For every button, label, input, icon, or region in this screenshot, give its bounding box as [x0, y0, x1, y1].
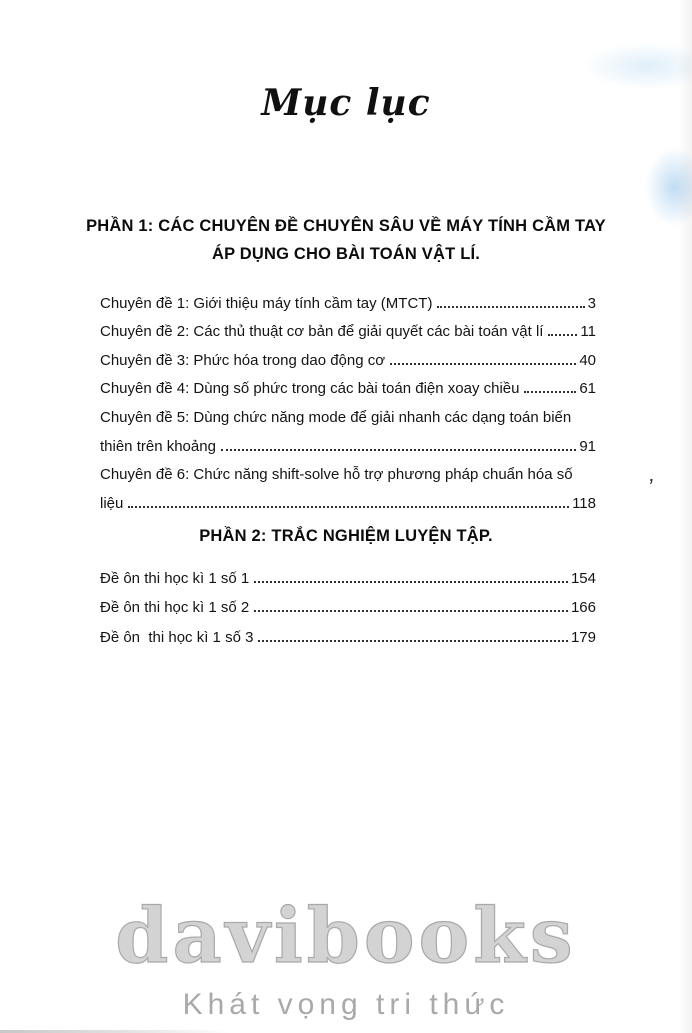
- toc-entry-line2: [100, 483, 596, 512]
- part2-heading: PHẦN 2: TRẮC NGHIỆM LUYỆN TẬP.: [199, 527, 493, 545]
- watermark-brand: davibooks: [115, 891, 577, 980]
- leader-dots: [390, 363, 576, 365]
- page-number: 166: [570, 599, 596, 617]
- entry-label: Đề ôn thi học kì 1 số 1: [100, 570, 250, 588]
- part1-toc: [100, 283, 596, 512]
- entry-label: Chuyên đề 2: Các thủ thuật cơ bản để giải quyết các bài toán vật lí: [100, 323, 544, 341]
- toc-entry: [100, 340, 596, 369]
- toc-entry: [100, 369, 596, 398]
- stray-mark: ’: [646, 473, 655, 500]
- page-number: 61: [579, 380, 596, 398]
- toc-entry: [100, 558, 596, 587]
- part1-heading-line1: PHẦN 1: CÁC CHUYÊN ĐỀ CHUYÊN SÂU VỀ MÁY TÍNH CẦM TAY: [86, 217, 606, 235]
- part1-heading-line2: ÁP DỤNG CHO BÀI TOÁN VẬT LÍ.: [211, 245, 481, 263]
- entry-label: Đề ôn thi học kì 1 số 2: [100, 599, 250, 617]
- leader-dots: [258, 640, 568, 642]
- leader-dots: [254, 581, 568, 583]
- page-number: 154: [570, 570, 596, 588]
- toc-entry-line2: [100, 426, 596, 455]
- entry-label: Chuyên đề 4: Dùng số phức trong các bài toán điện xoay chiều: [100, 380, 520, 398]
- toc-entry: [100, 587, 596, 616]
- page-number: 179: [570, 628, 596, 646]
- entry-label: Chuyên đề 5: Dùng chức năng mode để giải nhanh các dạng toán biến: [100, 408, 572, 426]
- page-edge-shadow: [678, 0, 692, 1033]
- entry-label: Chuyên đề 6: Chức năng shift-solve hỗ trợ phương pháp chuẩn hóa số: [100, 466, 573, 484]
- entry-label-continued: liệu: [100, 494, 124, 512]
- leader-dots: [548, 334, 577, 336]
- leader-dots: [254, 610, 568, 612]
- leader-dots: [524, 391, 576, 393]
- page-title: Mục lục: [261, 82, 431, 124]
- leader-dots: [128, 506, 569, 508]
- page-number: 3: [587, 294, 596, 312]
- entry-label-continued: thiên trên khoảng: [100, 437, 216, 455]
- page-number: 91: [579, 437, 596, 455]
- leader-dots: [437, 306, 584, 308]
- watermark-tagline: Khát vọng tri thức: [182, 988, 510, 1021]
- toc-entry: [100, 312, 596, 341]
- page-number: 40: [579, 351, 596, 369]
- toc-entry: [100, 616, 596, 645]
- leader-dots: [221, 449, 576, 451]
- part1-heading: [50, 212, 642, 268]
- entry-label: Chuyên đề 3: Phức hóa trong dao động cơ: [100, 351, 386, 369]
- part2-toc: [100, 558, 596, 646]
- entry-label: Đề ôn thi học kì 1 số 3: [100, 628, 254, 646]
- ink-smudge-top: [582, 42, 692, 90]
- page-number: 11: [580, 323, 596, 341]
- entry-label: Chuyên đề 1: Giới thiệu máy tính cầm tay (MTCT): [100, 294, 433, 312]
- toc-entry-line1: [100, 397, 596, 426]
- page-number: 118: [572, 494, 596, 512]
- toc-entry: [100, 283, 596, 312]
- toc-entry-line1: [100, 455, 596, 484]
